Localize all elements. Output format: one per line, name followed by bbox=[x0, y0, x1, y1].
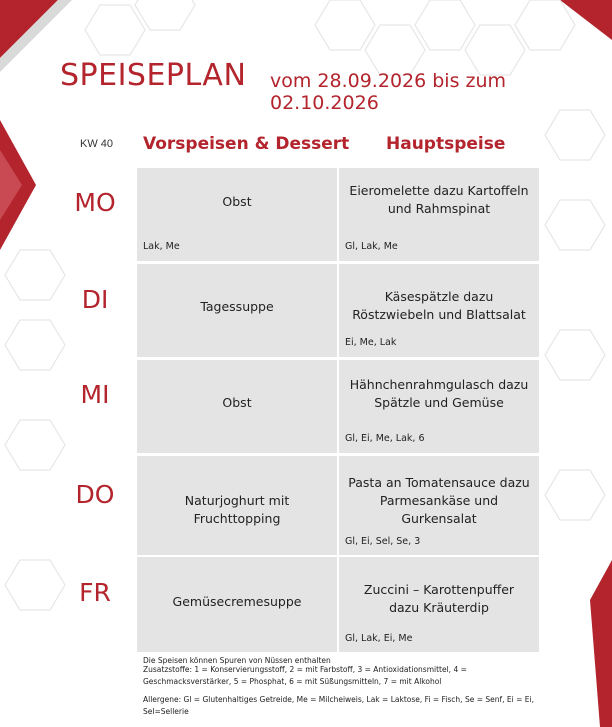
day-label-fr: FR bbox=[79, 578, 111, 607]
starter-dish: Naturjoghurt mit Fruchttopping bbox=[184, 493, 290, 526]
date-range: vom 28.09.2026 bis zum 02.10.2026 bbox=[270, 70, 507, 114]
starter-dish: Obst bbox=[222, 194, 252, 209]
main-dish: Pasta an Tomatensauce dazu Parmesankäse und Gurkensalat bbox=[348, 475, 530, 526]
main-allergens: Ei, Me, Lak bbox=[345, 337, 397, 348]
day-label-mi: MI bbox=[80, 380, 110, 409]
starter-cell-do bbox=[137, 456, 337, 555]
week-label: KW 40 bbox=[80, 138, 114, 150]
starter-cell-mo bbox=[137, 168, 337, 261]
main-allergens: Gl, Ei, Me, Lak, 6 bbox=[345, 433, 425, 444]
day-label-di: DI bbox=[81, 285, 109, 314]
main-dish: Eieromelette dazu Kartoffeln und Rahmspinat bbox=[349, 183, 529, 216]
starter-cell-di bbox=[137, 264, 337, 357]
main-allergens: Gl, Lak, Ei, Me bbox=[345, 633, 413, 644]
main-allergens: Gl, Ei, Sel, Se, 3 bbox=[345, 536, 421, 547]
main-allergens: Gl, Lak, Me bbox=[345, 241, 398, 252]
day-label-do: DO bbox=[75, 480, 115, 509]
main-cell-mo bbox=[339, 168, 539, 261]
main-dish: Käsespätzle dazu Röstzwiebeln und Blattsalat bbox=[352, 289, 526, 322]
starter-cell-mi bbox=[137, 360, 337, 453]
main-cell-mi bbox=[339, 360, 539, 453]
column-header-starter: Vorspeisen & Dessert bbox=[143, 134, 350, 154]
main-cell-di bbox=[339, 264, 539, 357]
starter-allergens: Lak, Me bbox=[143, 241, 180, 252]
main-dish: Hähnchenrahmgulasch dazu Spätzle und Gemüse bbox=[349, 377, 529, 410]
main-cell-do bbox=[339, 456, 539, 555]
starter-dish: Obst bbox=[222, 395, 252, 410]
main-cell-fr bbox=[339, 557, 539, 652]
main-dish: Zuccini – Karottenpuffer dazu Kräuterdip bbox=[363, 582, 515, 615]
column-header-main: Hauptspeise bbox=[386, 134, 506, 154]
starter-dish: Tagessuppe bbox=[200, 299, 274, 314]
nuts-note: Die Speisen können Spuren von Nüssen enthalten bbox=[143, 656, 331, 665]
starter-dish: Gemüsecremesuppe bbox=[172, 594, 302, 609]
page-title: SPEISEPLAN bbox=[60, 58, 247, 93]
day-label-mo: MO bbox=[74, 188, 116, 217]
allergens-note: Allergene: Gl = Glutenhaltiges Getreide, Me = Milcheiweis, Lak = Laktose, Fi = Fisch, Se = Senf, Ei = Ei, Sel=Sellerie bbox=[143, 695, 534, 716]
additives-note: Zusatzstoffe: 1 = Konservierungsstoff, 2 = mit Farbstoff, 3 = Antioxidationsmittel, 4 = Geschmacksverstärker, 5 = Phosphat, 6 = mit Süßungsmitteln, 7 = mit Alkohol bbox=[143, 665, 467, 686]
starter-cell-fr bbox=[137, 557, 337, 652]
